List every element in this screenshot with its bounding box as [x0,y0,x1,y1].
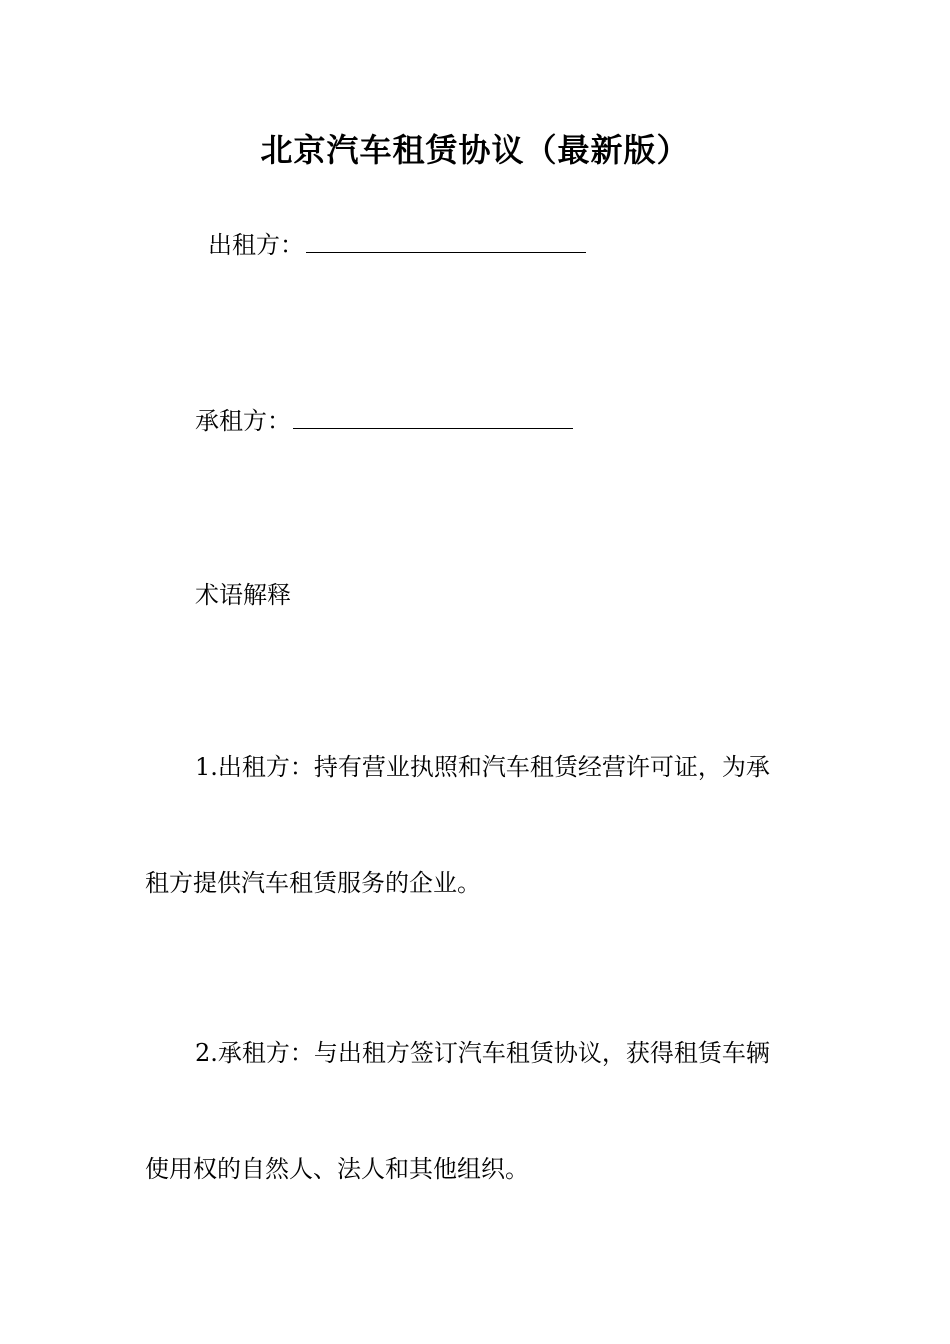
document-title: 北京汽车租赁协议（最新版） [260,131,690,169]
definition-2-line-2: 使用权的自然人、法人和其他组织。 [145,1155,529,1183]
definition-2-line-1: 2.承租方：与出租方签订汽车租赁协议，获得租赁车辆 [195,1039,770,1067]
lessor-label: 出租方： [208,231,304,259]
terms-heading: 术语解释 [195,581,291,609]
definition-1-line-1: 1.出租方：持有营业执照和汽车租赁经营许可证，为承 [195,753,770,781]
lessor-blank-line [306,230,586,253]
definition-1-line-2: 租方提供汽车租赁服务的企业。 [145,869,481,897]
lessee-label: 承租方： [195,407,291,435]
lessee-field [195,404,573,438]
lessee-blank-line [293,406,573,429]
lessor-field [208,228,586,262]
